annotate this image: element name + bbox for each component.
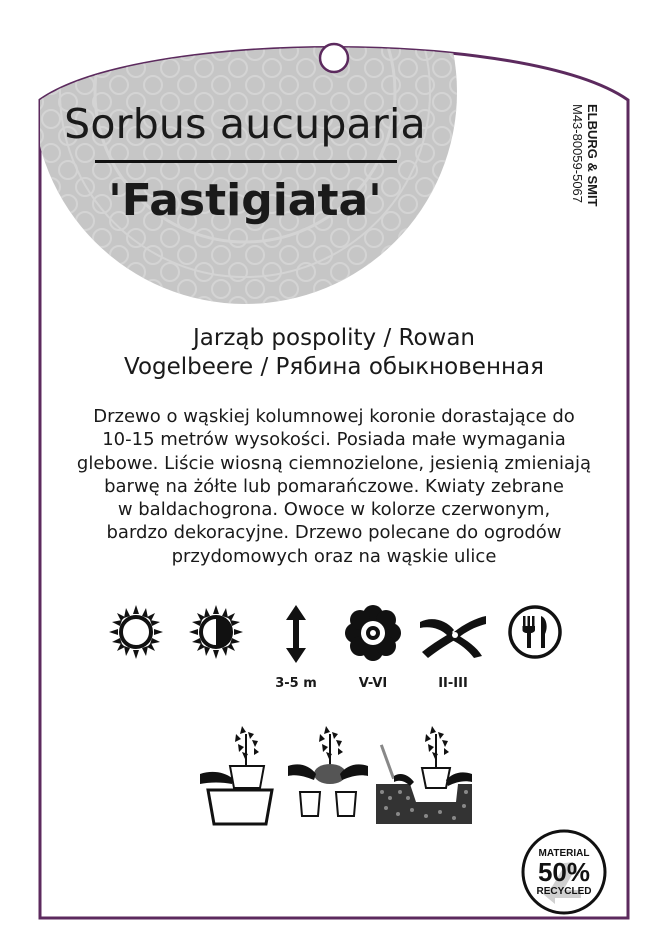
unpotting-icon [286, 722, 370, 822]
product-code: M43-80059-5067 [570, 104, 585, 204]
description-line: 10-15 metrów wysokości. Posiada małe wymagania [102, 429, 566, 451]
recycled-material-badge [519, 828, 609, 916]
badge-percent: 50% [537, 857, 591, 887]
potted-plant-icon [198, 722, 276, 826]
badge-top-text: MATERIAL [538, 848, 590, 859]
half-shade-icon [188, 604, 244, 660]
brand-name: ELBURG & SMIT [585, 104, 600, 207]
flowering-months: V-VI [358, 676, 388, 691]
description-line: bardzo dekoracyjne. Drzewo polecane do ogrodów [106, 522, 562, 544]
common-names-line-1: Jarząb pospolity / Rowan [192, 325, 476, 351]
height-arrow-icon [282, 604, 310, 664]
edible-cutlery-icon [507, 604, 563, 660]
hang-hole [320, 44, 348, 72]
cultivar-name: 'Fastigiata' [108, 175, 382, 226]
description-line: w baldachogrona. Owoce w kolorze czerwonym, [117, 499, 551, 521]
latin-name: Sorbus aucuparia [64, 100, 426, 148]
pruning-months: II-III [438, 676, 468, 691]
flower-icon [344, 604, 402, 662]
planting-icon [374, 722, 474, 826]
description-line: Drzewo o wąskiej kolumnowej koronie dorastające do [93, 406, 575, 427]
title-divider [95, 160, 397, 163]
description [40, 405, 628, 568]
sun-icon [108, 604, 164, 660]
description-line: glebowe. Liście wiosną ciemnozielone, jesienią zmieniają [76, 452, 592, 474]
height-value: 3-5 m [275, 676, 317, 691]
badge-bottom-text: RECYCLED [536, 886, 592, 897]
description-line: przydomowych oraz na wąskie ulice [171, 545, 497, 567]
common-names-line-2: Vogelbeere / Рябина обыкновенная [124, 354, 544, 380]
description-line: barwę na żółte lub pomarańczowe. Kwiaty zebrane [104, 475, 564, 497]
pruning-shears-icon [418, 612, 488, 660]
